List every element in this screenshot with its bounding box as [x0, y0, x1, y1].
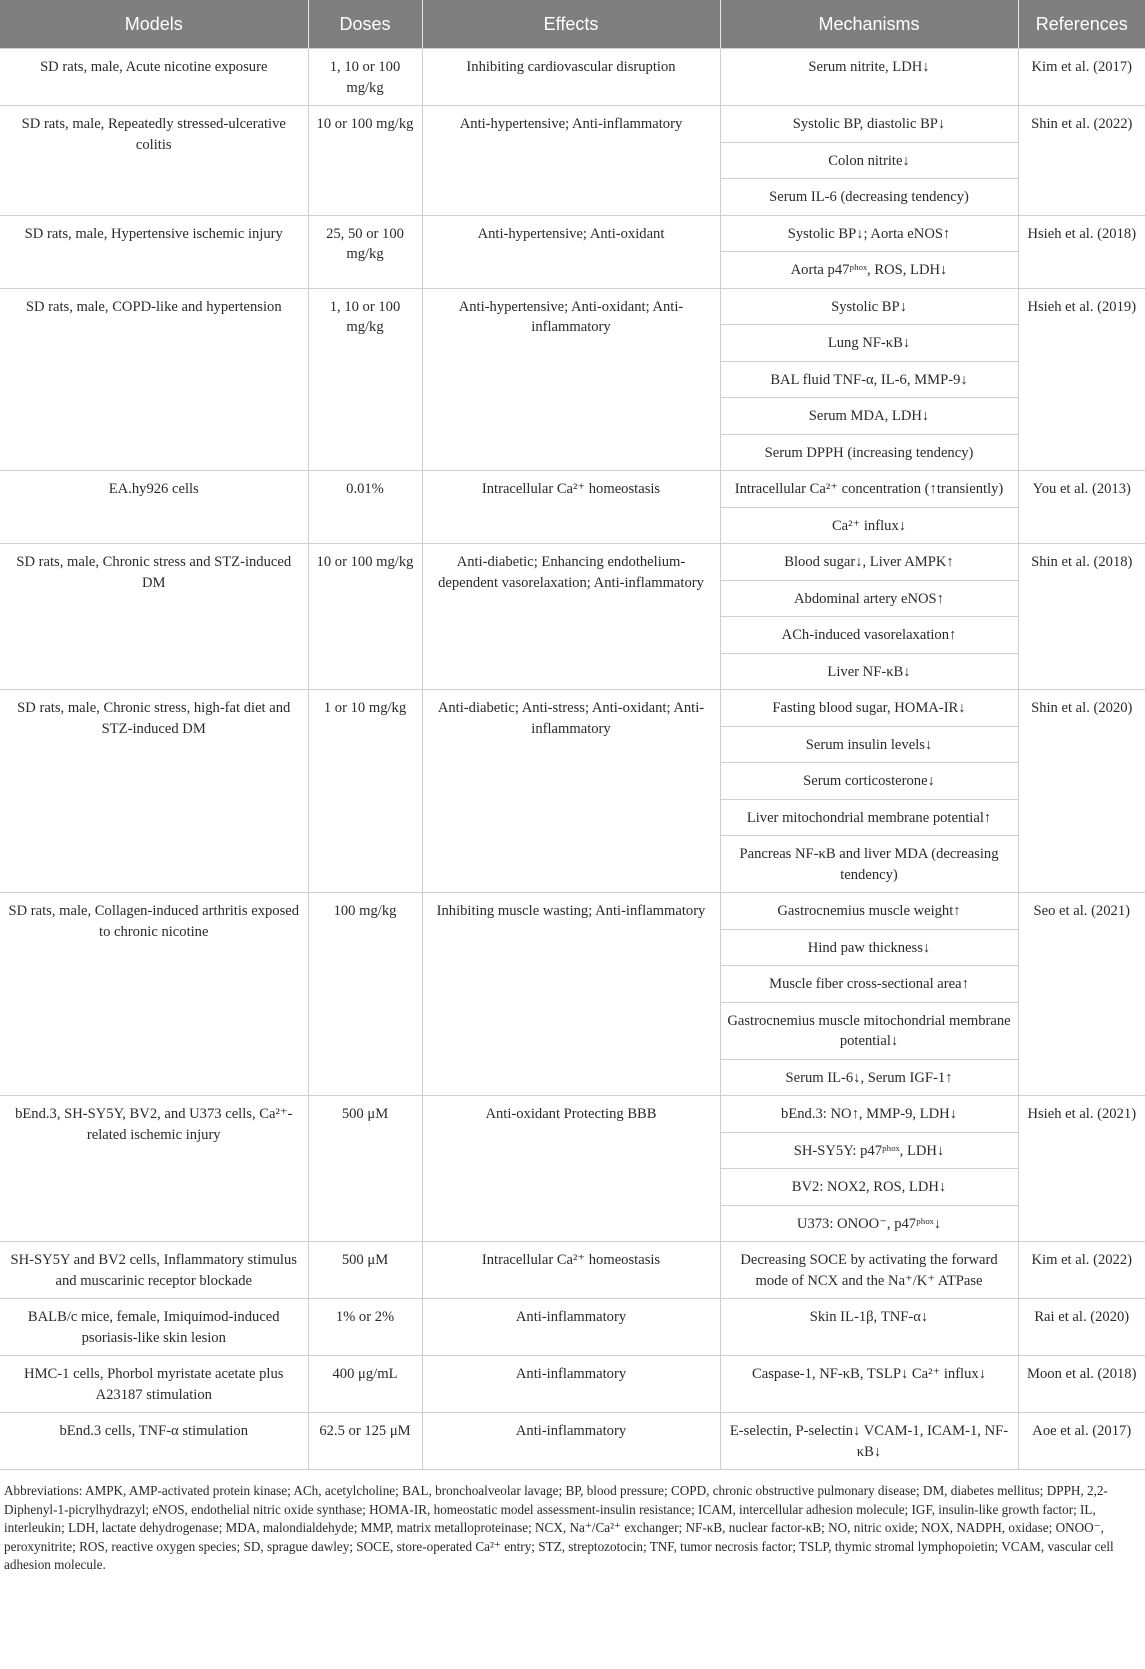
- header-mechanisms: Mechanisms: [720, 0, 1018, 49]
- cell-mechanism: Liver mitochondrial membrane potential↑: [720, 799, 1018, 836]
- cell-mechanism: BV2: NOX2, ROS, LDH↓: [720, 1169, 1018, 1206]
- cell-dose: 10 or 100 mg/kg: [308, 544, 422, 690]
- cell-reference: Seo et al. (2021): [1018, 893, 1145, 1096]
- cell-effect: Intracellular Ca²⁺ homeostasis: [422, 1242, 720, 1299]
- cell-model: bEnd.3 cells, TNF-α stimulation: [0, 1413, 308, 1470]
- cell-effect: Anti-inflammatory: [422, 1413, 720, 1470]
- cell-effect: Intracellular Ca²⁺ homeostasis: [422, 471, 720, 544]
- cell-mechanism: Colon nitrite↓: [720, 142, 1018, 179]
- table-row: [0, 106, 1145, 143]
- cell-effect: Inhibiting cardiovascular disruption: [422, 49, 720, 106]
- table-row: [0, 544, 1145, 581]
- cell-mechanism: Serum IL-6 (decreasing tendency): [720, 179, 1018, 216]
- cell-model: SD rats, male, Collagen-induced arthritis exposed to chronic nicotine: [0, 893, 308, 1096]
- cell-dose: 1, 10 or 100 mg/kg: [308, 49, 422, 106]
- cell-mechanism: E-selectin, P-selectin↓ VCAM-1, ICAM-1, NF-κB↓: [720, 1413, 1018, 1470]
- cell-reference: Kim et al. (2022): [1018, 1242, 1145, 1299]
- cell-effect: Inhibiting muscle wasting; Anti-inflammatory: [422, 893, 720, 1096]
- cell-mechanism: Serum insulin levels↓: [720, 726, 1018, 763]
- cell-mechanism: ACh-induced vasorelaxation↑: [720, 617, 1018, 654]
- cell-mechanism: Serum IL-6↓, Serum IGF-1↑: [720, 1059, 1018, 1096]
- cell-mechanism: Systolic BP↓: [720, 288, 1018, 325]
- cell-reference: Shin et al. (2018): [1018, 544, 1145, 690]
- cell-reference: Kim et al. (2017): [1018, 49, 1145, 106]
- cell-mechanism: Serum MDA, LDH↓: [720, 398, 1018, 435]
- abbreviations-footnote: Abbreviations: AMPK, AMP-activated protein kinase; ACh, acetylcholine; BAL, bronchoalveolar lavage; BP, blood pressure; COPD, chronic obstructive pulmonary disease; DM, diabetes mellitus; DPPH, 2,2-Diphenyl-1-picrylhydrazyl; eNOS, endothelial nitric oxide synthase; HOMA-IR, homeostatic model assessment-insulin resistance; ICAM, intercellular adhesion molecule; IGF, insulin-like growth factor; IL, interleukin; LDH, lactate dehydrogenase; MDA, malondialdehyde; MMP, matrix metalloproteinase; NCX, Na⁺/Ca²⁺ exchanger; NF-κB, nuclear factor-κB; NO, nitric oxide; NOX, NADPH, oxidase; ONOO⁻, peroxynitrite; ROS, reactive oxygen species; SD, sprague dawley; SOCE, store-operated Ca²⁺ entry; STZ, streptozotocin; TNF, tumor necrosis factor; TSLP, thymic stromal lymphopoietin; VCAM, vascular cell adhesion molecule.: [4, 1483, 1114, 1572]
- cell-dose: 100 mg/kg: [308, 893, 422, 1096]
- cell-dose: 1% or 2%: [308, 1299, 422, 1356]
- cell-reference: Rai et al. (2020): [1018, 1299, 1145, 1356]
- header-references: References: [1018, 0, 1145, 49]
- cell-mechanism: Serum nitrite, LDH↓: [720, 49, 1018, 106]
- cell-mechanism: Gastrocnemius muscle mitochondrial membrane potential↓: [720, 1002, 1018, 1059]
- cell-mechanism: Serum DPPH (increasing tendency): [720, 434, 1018, 471]
- cell-dose: 500 μM: [308, 1242, 422, 1299]
- table-row: [0, 1096, 1145, 1133]
- cell-model: SD rats, male, COPD-like and hypertension: [0, 288, 308, 471]
- cell-mechanism: Liver NF-κB↓: [720, 653, 1018, 690]
- cell-mechanism: BAL fluid TNF-α, IL-6, MMP-9↓: [720, 361, 1018, 398]
- cell-mechanism: Pancreas NF-κB and liver MDA (decreasing tendency): [720, 836, 1018, 893]
- cell-reference: Hsieh et al. (2019): [1018, 288, 1145, 471]
- cell-effect: Anti-hypertensive; Anti-inflammatory: [422, 106, 720, 216]
- cell-dose: 10 or 100 mg/kg: [308, 106, 422, 216]
- cell-dose: 1 or 10 mg/kg: [308, 690, 422, 893]
- cell-mechanism: Caspase-1, NF-κB, TSLP↓ Ca²⁺ influx↓: [720, 1356, 1018, 1413]
- cell-dose: 25, 50 or 100 mg/kg: [308, 215, 422, 288]
- cell-dose: 500 μM: [308, 1096, 422, 1242]
- table-row: [0, 49, 1145, 106]
- header-effects: Effects: [422, 0, 720, 49]
- table-row: [0, 1413, 1145, 1470]
- cell-mechanism: SH-SY5Y: p47ᵖʰᵒˣ, LDH↓: [720, 1132, 1018, 1169]
- cell-mechanism: U373: ONOO⁻, p47ᵖʰᵒˣ↓: [720, 1205, 1018, 1242]
- cell-mechanism: Abdominal artery eNOS↑: [720, 580, 1018, 617]
- cell-dose: 62.5 or 125 μM: [308, 1413, 422, 1470]
- cell-effect: Anti-inflammatory: [422, 1356, 720, 1413]
- cell-model: SD rats, male, Chronic stress, high-fat diet and STZ-induced DM: [0, 690, 308, 893]
- cell-mechanism: Intracellular Ca²⁺ concentration (↑transiently): [720, 471, 1018, 508]
- cell-reference: Hsieh et al. (2021): [1018, 1096, 1145, 1242]
- header-row: [0, 0, 1145, 49]
- cell-reference: Hsieh et al. (2018): [1018, 215, 1145, 288]
- cell-mechanism: Systolic BP, diastolic BP↓: [720, 106, 1018, 143]
- table-row: [0, 1356, 1145, 1413]
- cell-reference: Moon et al. (2018): [1018, 1356, 1145, 1413]
- header-models: Models: [0, 0, 308, 49]
- table-row: [0, 288, 1145, 325]
- cell-mechanism: Decreasing SOCE by activating the forward mode of NCX and the Na⁺/K⁺ ATPase: [720, 1242, 1018, 1299]
- cell-effect: Anti-hypertensive; Anti-oxidant; Anti-inflammatory: [422, 288, 720, 471]
- cell-model: BALB/c mice, female, Imiquimod-induced psoriasis-like skin lesion: [0, 1299, 308, 1356]
- cell-model: SH-SY5Y and BV2 cells, Inflammatory stimulus and muscarinic receptor blockade: [0, 1242, 308, 1299]
- cell-mechanism: Ca²⁺ influx↓: [720, 507, 1018, 544]
- table-row: [0, 1299, 1145, 1356]
- cell-effect: Anti-diabetic; Enhancing endothelium-dependent vasorelaxation; Anti-inflammatory: [422, 544, 720, 690]
- cell-mechanism: Systolic BP↓; Aorta eNOS↑: [720, 215, 1018, 252]
- cell-mechanism: Blood sugar↓, Liver AMPK↑: [720, 544, 1018, 581]
- cell-mechanism: Skin IL-1β, TNF-α↓: [720, 1299, 1018, 1356]
- table-row: [0, 893, 1145, 930]
- cell-reference: You et al. (2013): [1018, 471, 1145, 544]
- cell-dose: 1, 10 or 100 mg/kg: [308, 288, 422, 471]
- cell-model: SD rats, male, Repeatedly stressed-ulcerative colitis: [0, 106, 308, 216]
- cell-dose: 400 μg/mL: [308, 1356, 422, 1413]
- cell-model: SD rats, male, Chronic stress and STZ-induced DM: [0, 544, 308, 690]
- cell-mechanism: Hind paw thickness↓: [720, 929, 1018, 966]
- cell-mechanism: Lung NF-κB↓: [720, 325, 1018, 362]
- cell-model: EA.hy926 cells: [0, 471, 308, 544]
- table-row: [0, 471, 1145, 508]
- cell-mechanism: Fasting blood sugar, HOMA-IR↓: [720, 690, 1018, 727]
- cell-reference: Shin et al. (2022): [1018, 106, 1145, 216]
- table-body: [0, 49, 1145, 1470]
- cell-mechanism: Aorta p47ᵖʰᵒˣ, ROS, LDH↓: [720, 252, 1018, 289]
- cell-dose: 0.01%: [308, 471, 422, 544]
- table-row: [0, 215, 1145, 252]
- table-row: [0, 690, 1145, 727]
- cell-model: SD rats, male, Hypertensive ischemic injury: [0, 215, 308, 288]
- cell-model: SD rats, male, Acute nicotine exposure: [0, 49, 308, 106]
- header-doses: Doses: [308, 0, 422, 49]
- cell-model: HMC-1 cells, Phorbol myristate acetate plus A23187 stimulation: [0, 1356, 308, 1413]
- cell-effect: Anti-oxidant Protecting BBB: [422, 1096, 720, 1242]
- cell-mechanism: Muscle fiber cross-sectional area↑: [720, 966, 1018, 1003]
- cell-reference: Shin et al. (2020): [1018, 690, 1145, 893]
- cell-mechanism: Serum corticosterone↓: [720, 763, 1018, 800]
- cell-model: bEnd.3, SH-SY5Y, BV2, and U373 cells, Ca²⁺-related ischemic injury: [0, 1096, 308, 1242]
- cell-effect: Anti-inflammatory: [422, 1299, 720, 1356]
- cell-effect: Anti-hypertensive; Anti-oxidant: [422, 215, 720, 288]
- cell-mechanism: Gastrocnemius muscle weight↑: [720, 893, 1018, 930]
- cell-mechanism: bEnd.3: NO↑, MMP-9, LDH↓: [720, 1096, 1018, 1133]
- cell-reference: Aoe et al. (2017): [1018, 1413, 1145, 1470]
- table-row: [0, 1242, 1145, 1299]
- cell-effect: Anti-diabetic; Anti-stress; Anti-oxidant; Anti-inflammatory: [422, 690, 720, 893]
